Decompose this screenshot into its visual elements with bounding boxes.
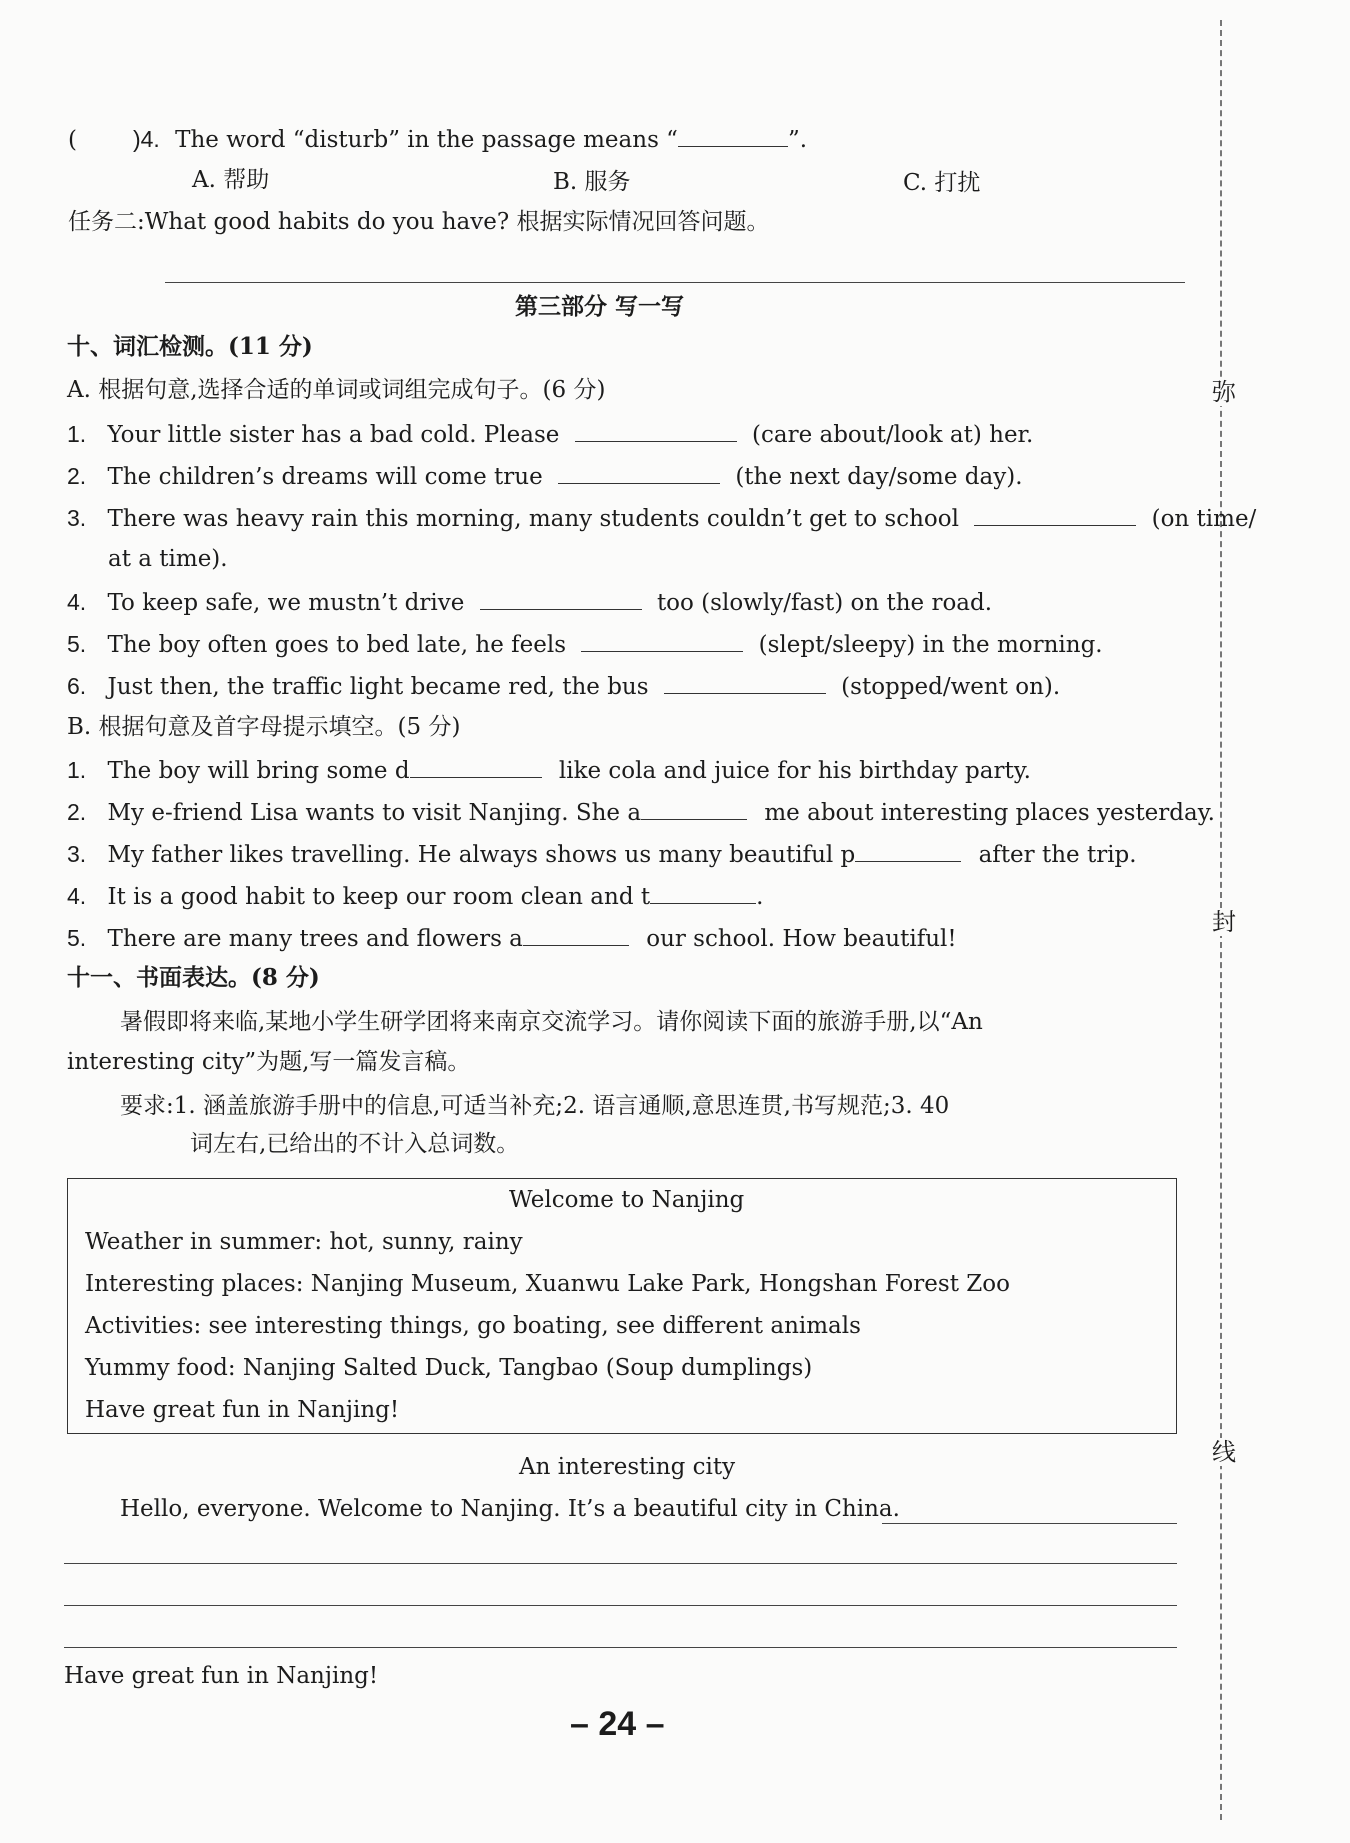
margin-char-mi: 弥 [1212, 378, 1236, 406]
item-text: My e-friend Lisa wants to visit Nanjing. She a [107, 800, 642, 826]
writing-line[interactable] [64, 1647, 1177, 1648]
item-text-after: me about interesting places yesterday. [764, 800, 1215, 826]
partB-item-2 [67, 797, 1215, 827]
partA-item-2 [67, 461, 1023, 491]
item-number: 6. [67, 673, 87, 699]
brochure-line: Weather in summer: hot, sunny, rainy [85, 1229, 523, 1255]
partA-item-3-continued: at a time). [108, 546, 228, 572]
partB-item-5 [67, 923, 957, 953]
item-text: It is a good habit to keep our room clean and t [107, 884, 651, 910]
answer-blank[interactable] [480, 587, 642, 610]
item-text: The boy often goes to bed late, he feels [107, 632, 567, 658]
item-text-after: after the trip. [978, 842, 1137, 868]
brochure-line: Yummy food: Nanjing Salted Duck, Tangbao (Soup dumplings) [85, 1355, 813, 1381]
partA-item-4 [67, 587, 992, 617]
item-number: 3. [67, 505, 87, 531]
answer-blank[interactable] [855, 839, 961, 862]
item-choices: (care about/look at) her. [752, 422, 1034, 448]
task2-prompt: 任务二:What good habits do you have? 根据实际情况回答问题。 [68, 209, 770, 235]
q4-blank[interactable] [678, 124, 788, 147]
partA-item-3 [67, 503, 1256, 533]
item-number: 1. [67, 421, 87, 447]
item-text: Your little sister has a bad cold. Please [107, 422, 560, 448]
item-number: 5. [67, 925, 87, 951]
item-choices: (stopped/went on). [841, 674, 1061, 700]
q4-line [68, 124, 807, 154]
brochure-line: Have great fun in Nanjing! [85, 1397, 400, 1423]
sec11-heading: 十一、书面表达。(8 分) [67, 964, 320, 991]
answer-blank[interactable] [558, 461, 720, 484]
item-choices: (the next day/some day). [735, 464, 1023, 490]
q4-option-b[interactable]: B. 服务 [553, 169, 631, 195]
q4-paren: ( [68, 127, 77, 153]
item-text-after: . [756, 884, 764, 910]
item-text-after: like cola and juice for his birthday party. [558, 758, 1031, 784]
part3-title: 第三部分 写一写 [515, 293, 685, 320]
item-text: To keep safe, we mustn’t drive [107, 590, 465, 616]
answer-blank[interactable] [974, 503, 1136, 526]
item-text: There are many trees and flowers a [107, 926, 523, 952]
item-number: 1. [67, 757, 87, 783]
item-number: 4. [67, 883, 87, 909]
sec11-requirements-line1: 要求:1. 涵盖旅游手册中的信息,可适当补充;2. 语言通顺,意思连贯,书写规范;3. 40 [120, 1093, 950, 1119]
item-text: Just then, the traffic light became red, the bus [107, 674, 649, 700]
essay-opening: Hello, everyone. Welcome to Nanjing. It’s a beautiful city in China. [120, 1496, 900, 1522]
brochure-title: Welcome to Nanjing [509, 1187, 745, 1213]
essay-title: An interesting city [519, 1454, 736, 1480]
q4-option-c[interactable]: C. 打扰 [903, 170, 981, 196]
item-number: 3. [67, 841, 87, 867]
q4-end: ”. [787, 127, 808, 153]
margin-char-feng: 封 [1212, 908, 1236, 936]
brochure-line: Interesting places: Nanjing Museum, Xuanwu Lake Park, Hongshan Forest Zoo [85, 1271, 1010, 1297]
item-number: 4. [67, 589, 87, 615]
answer-blank[interactable] [523, 923, 629, 946]
item-text: The boy will bring some d [107, 758, 410, 784]
partA-item-5 [67, 629, 1103, 659]
answer-blank[interactable] [650, 881, 756, 904]
item-text: The children’s dreams will come true [107, 464, 543, 490]
item-number: 2. [67, 799, 87, 825]
sec11-intro-line1: 暑假即将来临,某地小学生研学团将来南京交流学习。请你阅读下面的旅游手册,以“An [120, 1009, 983, 1035]
answer-blank[interactable] [410, 755, 542, 778]
writing-line[interactable] [64, 1605, 1177, 1606]
item-text: There was heavy rain this morning, many students couldn’t get to school [107, 506, 959, 532]
partA-item-6 [67, 671, 1060, 701]
sec10-heading: 十、词汇检测。(11 分) [67, 333, 313, 360]
brochure-line: Activities: see interesting things, go boating, see different animals [85, 1313, 861, 1339]
answer-blank[interactable] [641, 797, 747, 820]
item-choices: (on time/ [1151, 506, 1257, 532]
item-number: 2. [67, 463, 87, 489]
sec11-requirements-line2: 词左右,已给出的不计入总词数。 [190, 1131, 520, 1157]
sec10-partA-heading: A. 根据句意,选择合适的单词或词组完成句子。(6 分) [67, 377, 606, 403]
item-text-after: our school. How beautiful! [646, 926, 957, 952]
partB-item-4 [67, 881, 763, 911]
q4-option-a[interactable]: A. 帮助 [192, 167, 270, 193]
writing-line[interactable] [882, 1523, 1177, 1524]
partB-item-1 [67, 755, 1031, 785]
q4-text: The word “disturb” in the passage means “ [175, 127, 678, 153]
item-choices: too (slowly/fast) on the road. [656, 590, 993, 616]
partA-item-1 [67, 419, 1033, 449]
essay-closing: Have great fun in Nanjing! [64, 1663, 379, 1689]
item-number: 5. [67, 631, 87, 657]
item-choices: (slept/sleepy) in the morning. [758, 632, 1103, 658]
answer-blank[interactable] [581, 629, 743, 652]
q4-number: )4. [132, 126, 160, 152]
answer-blank[interactable] [664, 671, 826, 694]
partB-item-3 [67, 839, 1137, 869]
answer-blank[interactable] [575, 419, 737, 442]
page-number: – 24 – [570, 1705, 665, 1743]
sec10-partB-heading: B. 根据句意及首字母提示填空。(5 分) [67, 714, 461, 740]
writing-line[interactable] [64, 1563, 1177, 1564]
task2-answer-line[interactable] [165, 282, 1185, 283]
margin-char-xian: 线 [1212, 1438, 1236, 1466]
item-text: My father likes travelling. He always shows us many beautiful p [107, 842, 856, 868]
sec11-intro-line2: interesting city”为题,写一篇发言稿。 [67, 1049, 471, 1075]
